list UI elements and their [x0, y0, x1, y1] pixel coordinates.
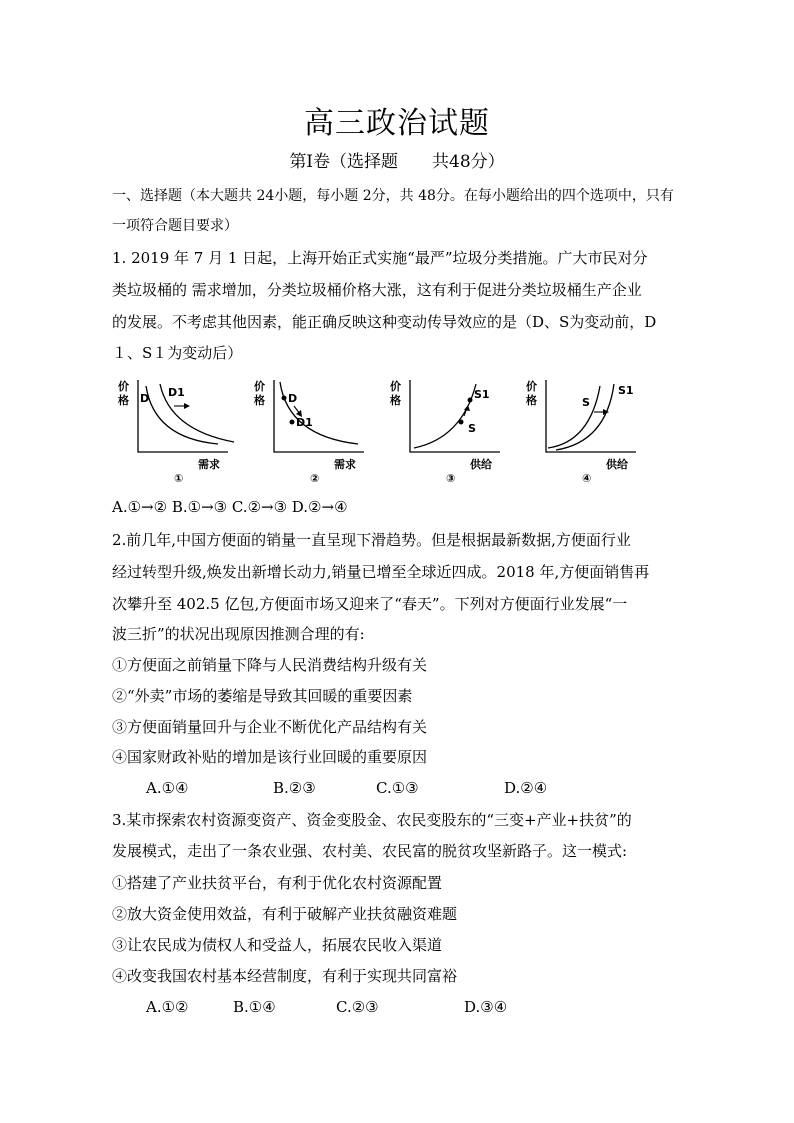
section-intro-line-1: 一、选择题（本大题共 24小题，每小题 2分，共 48分。在每小题给出的四个选项中，只有: [112, 188, 674, 204]
q2-option-c: C.①③: [376, 779, 419, 797]
graph-1: [118, 372, 238, 490]
graph-3-ylabel-2: 格: [390, 394, 401, 407]
q3-line-2: 发展模式，走出了一条农业强、农村美、农民富的脱贫攻坚新路子。这一模式:: [112, 842, 628, 860]
q3-option-a: A.①②: [146, 998, 189, 1016]
graph-3-label-after: S1: [474, 388, 490, 401]
q3-option-c: C.②③: [336, 998, 379, 1016]
graph-4-label-after: S1: [618, 384, 634, 397]
q1-line-2: 类垃圾桶的 需求增加，分类垃圾桶价格大涨，这有利于促进分类垃圾桶生产企业: [112, 281, 642, 299]
graph-4: [526, 372, 646, 490]
q1-line-3: 的发展。不考虑其他因素，能正确反映这种变动传导效应的是（D、S为变动前，D: [112, 313, 657, 331]
graph-3-num: ③: [446, 472, 456, 485]
graph-2-ylabel-1: 价: [254, 380, 265, 393]
q3-option-d: D.③④: [464, 998, 508, 1016]
graph-3-label-before: S: [468, 422, 476, 435]
graph-2-label-after: D1: [296, 416, 313, 429]
graph-2-xlabel: 需求: [334, 458, 356, 471]
q2-option-a: A.①④: [146, 779, 189, 797]
graph-1-ylabel-1: 价: [118, 380, 129, 393]
graph-1-num: ①: [174, 472, 184, 485]
graph-4-label-before: S: [582, 396, 590, 409]
q2-option-b: B.②③: [273, 779, 316, 797]
graph-1-xlabel: 需求: [198, 458, 220, 471]
graph-3: [390, 372, 510, 490]
graph-2-ylabel-2: 格: [254, 394, 265, 407]
q2-line-3: 次攀升至 402.5 亿包,方便面市场又迎来了“春天”。下列对方便面行业发展“一: [112, 595, 628, 613]
q2-item-3: ③方便面销量回升与企业不断优化产品结构有关: [112, 718, 428, 736]
q1-line-1: 1. 2019 年 7 月 1 日起，上海开始正式实施“最严”垃圾分类措施。广大市民对分: [112, 249, 648, 267]
q3-item-1: ①搭建了产业扶贫平台，有利于优化农村资源配置: [112, 874, 443, 892]
q1-graphs: [118, 372, 658, 490]
q2-line-4: 波三折”的状况出现原因推测合理的有:: [112, 625, 365, 643]
graph-4-xlabel: 供给: [606, 458, 628, 471]
section-intro-line-2: 一项符合题目要求）: [112, 218, 238, 234]
q3-item-3: ③让农民成为债权人和受益人，拓展农民收入渠道: [112, 936, 443, 954]
q2-line-2: 经过转型升级,焕发出新增长动力,销量已增至全球近四成。2018 年,方便面销售再: [112, 563, 650, 581]
graph-1-label-before: D: [140, 392, 150, 405]
graph-4-num: ④: [582, 472, 592, 485]
graph-1-ylabel-2: 格: [118, 394, 129, 407]
graph-3-ylabel-1: 价: [390, 380, 401, 393]
q2-item-2: ②“外卖”市场的萎缩是导致其回暖的重要因素: [112, 687, 413, 705]
graph-4-ylabel-2: 格: [526, 394, 537, 407]
q1-line-4: １、S１为变动后）: [112, 344, 243, 362]
graph-2-label-before: D: [288, 392, 298, 405]
q3-option-b: B.①④: [233, 998, 276, 1016]
graph-2: [254, 372, 374, 490]
q2-item-4: ④国家财政补贴的增加是该行业回暖的重要原因: [112, 748, 428, 766]
graph-4-ylabel-1: 价: [526, 380, 537, 393]
q3-line-1: 3.某市探索农村资源变资产、资金变股金、农民变股东的“三变+产业+扶贫”的: [112, 811, 632, 829]
q2-option-d: D.②④: [504, 779, 548, 797]
graph-3-xlabel: 供给: [470, 458, 492, 471]
page-title: 高三政治试题: [304, 106, 490, 141]
q1-options: A.①→② B.①→③ C.②→③ D.②→④: [112, 498, 348, 516]
q3-item-2: ②放大资金使用效益，有利于破解产业扶贫融资难题: [112, 905, 458, 923]
q2-item-1: ①方便面之前销量下降与人民消费结构升级有关: [112, 656, 428, 674]
q3-item-4: ④改变我国农村基本经营制度，有利于实现共同富裕: [112, 967, 458, 985]
q2-line-1: 2.前几年,中国方便面的销量一直呈现下滑趋势。但是根据最新数据,方便面行业: [112, 531, 631, 549]
section-subtitle: 第Ⅰ卷（选择题 共48分）: [289, 152, 505, 172]
graph-2-num: ②: [310, 472, 320, 485]
graph-1-label-after: D1: [168, 386, 185, 399]
